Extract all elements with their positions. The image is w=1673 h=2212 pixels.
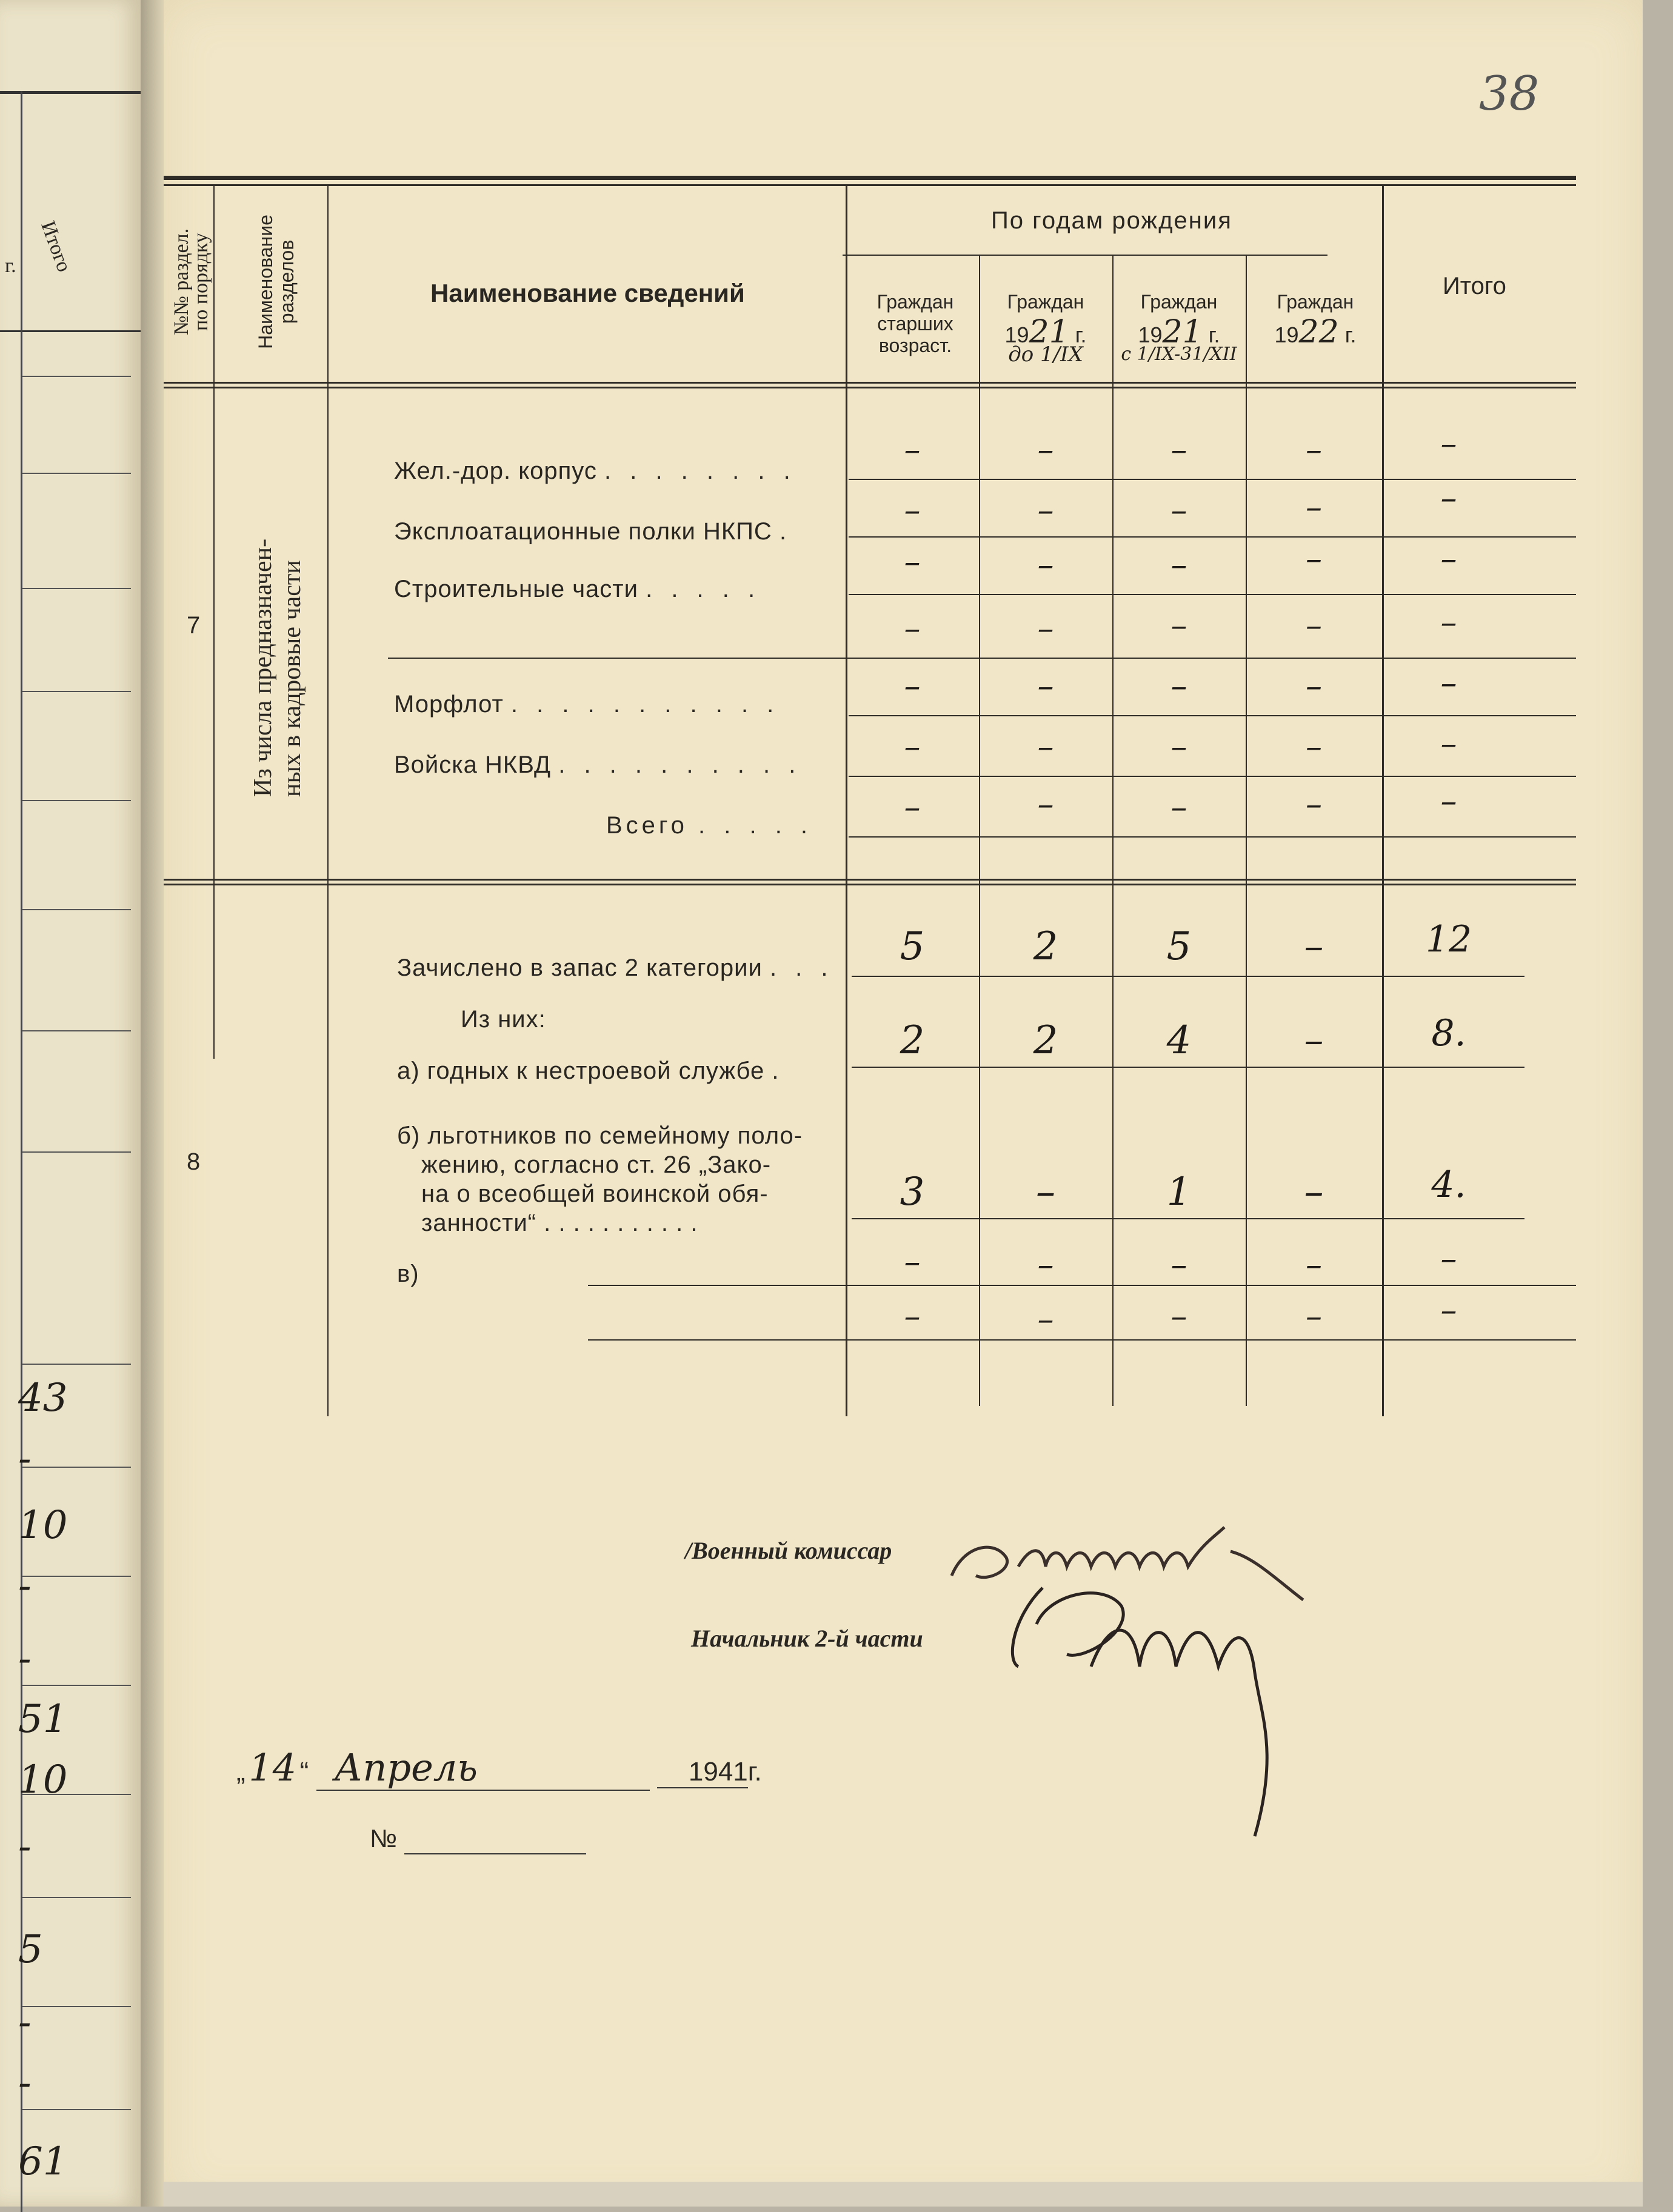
s8-r1-c4: – xyxy=(1304,924,1324,969)
s7-r4-total: – xyxy=(1440,603,1457,641)
s7-r3-c1: – xyxy=(904,542,921,581)
s8-r1-c1: 5 xyxy=(900,924,925,969)
s8-r3-c1: 2 xyxy=(900,1018,925,1063)
s7-total-c4: – xyxy=(1306,785,1322,823)
col-section-header-2: разделов xyxy=(276,239,298,324)
s8-r4-c2: – xyxy=(1036,1170,1055,1214)
s8-r5-c2: – xyxy=(1037,1245,1054,1284)
row-noncombatant-fit: а) годных к нестроевой службе . xyxy=(397,1058,785,1084)
col-1921b-header: Граждан 1921 г. с 1/IX-31/XII xyxy=(1121,291,1237,365)
s8-r3-c4: – xyxy=(1304,1018,1324,1063)
s7-r6-c3: – xyxy=(1170,727,1187,765)
date-day: 14 xyxy=(249,1745,297,1790)
s8-r3-total: 8. xyxy=(1431,1012,1466,1054)
scan-background-strip xyxy=(164,2182,1643,2207)
s7-r4-c3: – xyxy=(1170,606,1187,644)
total-header: Итого xyxy=(1443,273,1506,299)
left-page-value: - xyxy=(18,1564,32,1608)
date-year-suffix: г. xyxy=(747,1757,762,1787)
s8-r4-c1: 3 xyxy=(900,1170,925,1214)
left-page-value: 43 xyxy=(18,1376,68,1421)
s7-r3-total: – xyxy=(1440,539,1457,578)
section7-title-2: ных в кадровые части xyxy=(278,560,306,797)
page-number: 38 xyxy=(1479,67,1540,121)
left-page-value: 10 xyxy=(18,1503,68,1548)
number-line xyxy=(370,1824,586,1854)
s7-r2-c3: – xyxy=(1170,491,1187,529)
chief-2nd-part-label: Начальник 2-й части xyxy=(691,1625,923,1652)
s8-r4-c4: – xyxy=(1304,1170,1324,1214)
s8-r1-total: 12 xyxy=(1425,918,1472,961)
number-label: № xyxy=(370,1824,398,1853)
s8-r5-c3: – xyxy=(1170,1245,1187,1284)
chief-signature xyxy=(994,1570,1334,1848)
s8-r6-c4: – xyxy=(1306,1297,1322,1335)
s7-r1-c2: – xyxy=(1037,430,1054,468)
left-page-value: - xyxy=(18,1824,32,1869)
older-header-1: Граждан xyxy=(877,291,954,313)
row-total-section7: Всего . . . . . xyxy=(606,812,814,839)
s7-r3-c2: – xyxy=(1037,545,1054,584)
s8-r5-c1: – xyxy=(904,1242,921,1281)
s7-total-c3: – xyxy=(1170,788,1187,826)
date-line xyxy=(236,1745,762,1791)
s7-r3-c3: – xyxy=(1170,545,1187,584)
older-header-2: старших xyxy=(877,313,953,335)
s8-r6-total: – xyxy=(1440,1291,1457,1329)
s7-r2-c1: – xyxy=(904,491,921,529)
s8-r1-c3: 5 xyxy=(1166,924,1192,969)
s7-r5-c1: – xyxy=(904,667,921,705)
s7-r5-c3: – xyxy=(1170,667,1187,705)
s7-total-c2: – xyxy=(1037,785,1054,823)
col-1921a-header: Граждан 1921 г. до 1/IX xyxy=(1004,291,1087,367)
s7-r5-c4: – xyxy=(1306,667,1322,705)
row-navy: Морфлот . . . . . . . . . . . xyxy=(394,691,780,718)
left-adjacent-page xyxy=(0,0,142,2207)
s7-r2-c4: – xyxy=(1306,488,1322,526)
s7-r4-c2: – xyxy=(1037,609,1054,647)
row-railway-corps: Жел.-дор. корпус . . . . . . . . xyxy=(394,458,796,484)
s8-r3-c3: 4 xyxy=(1166,1018,1192,1063)
left-page-value: 5 xyxy=(18,1927,43,1972)
s8-r1-c2: 2 xyxy=(1033,924,1058,969)
row-nkvd-troops: Войска НКВД . . . . . . . . . . xyxy=(394,751,802,778)
date-open-quote: „ xyxy=(236,1757,245,1787)
s7-r1-c1: – xyxy=(904,430,921,468)
report-table xyxy=(164,176,1576,1409)
date-close-quote: “ xyxy=(299,1757,309,1787)
s8-r3-c2: 2 xyxy=(1033,1018,1058,1063)
left-page-itogo: Итого xyxy=(36,218,76,275)
row-of-them: Из них: xyxy=(461,1006,546,1033)
date-year: 1941 xyxy=(657,1757,748,1788)
left-page-value: 10 xyxy=(18,1757,68,1802)
s7-r2-total: – xyxy=(1440,479,1457,517)
s7-r5-c2: – xyxy=(1037,667,1054,705)
s7-r6-c1: – xyxy=(904,727,921,765)
row-family-exempt: б) льготников по семейному поло- жению, согласно ст. 26 „Зако- на о всеобщей воинской обя- занности“ . . . . . . . . . . . xyxy=(397,1122,803,1236)
by-year-header: По годам рождения xyxy=(991,207,1232,234)
col-num-header-1: №№ раздел. xyxy=(170,228,193,336)
col-num-header-2: по порядку xyxy=(190,233,212,331)
left-page-value: 51 xyxy=(18,1697,68,1742)
s8-r6-c2: – xyxy=(1037,1300,1054,1338)
s7-r6-c4: – xyxy=(1306,727,1322,765)
s7-total-c1: – xyxy=(904,788,921,826)
s7-r6-total: – xyxy=(1440,724,1457,762)
s8-r6-c1: – xyxy=(904,1297,921,1335)
section8-number: 8 xyxy=(187,1148,201,1175)
s8-r4-c3: 1 xyxy=(1166,1170,1192,1214)
left-page-year-fragment: г. xyxy=(5,255,16,277)
s7-r1-c4: – xyxy=(1306,430,1322,468)
s7-r1-c3: – xyxy=(1170,430,1187,468)
s7-r5-total: – xyxy=(1440,664,1457,702)
row-nkps-regiments: Эксплоатационные полки НКПС . xyxy=(394,518,793,545)
date-month: Апрель xyxy=(316,1745,650,1791)
left-page-value: - xyxy=(18,2060,32,2105)
s8-r5-c4: – xyxy=(1306,1245,1322,1284)
col-1922-header: Граждан 1922 г. xyxy=(1274,291,1357,350)
section7-number: 7 xyxy=(187,612,201,639)
s7-r2-c2: – xyxy=(1037,491,1054,529)
s7-total-total: – xyxy=(1440,782,1457,820)
left-page-value: 61 xyxy=(18,2139,68,2184)
left-page-value: - xyxy=(18,1436,32,1481)
row-other-v: в) xyxy=(397,1261,419,1287)
s7-r3-c4: – xyxy=(1306,539,1322,578)
section7-title-1: Из числа предназначен- xyxy=(249,538,277,797)
s7-r4-c4: – xyxy=(1306,606,1322,644)
col-name-header: Наименование сведений xyxy=(430,279,745,307)
military-commissar-label: /Военный комиссар xyxy=(685,1537,892,1564)
col-section-header-1: Наименование xyxy=(255,215,276,349)
s8-r5-total: – xyxy=(1440,1239,1457,1278)
s8-r4-total: 4. xyxy=(1431,1164,1466,1206)
s7-r1-total: – xyxy=(1440,424,1457,462)
s7-r6-c2: – xyxy=(1037,727,1054,765)
left-page-value: - xyxy=(18,1636,32,1681)
row-reserve-2nd-category: Зачислено в запас 2 категории . . . xyxy=(397,954,834,981)
s7-r4-c1: – xyxy=(904,609,921,647)
s8-r6-c3: – xyxy=(1170,1297,1187,1335)
older-header-3: возраст. xyxy=(878,335,952,356)
row-construction-units: Строительные части . . . . . xyxy=(394,576,761,602)
left-page-value: - xyxy=(18,2000,32,2045)
